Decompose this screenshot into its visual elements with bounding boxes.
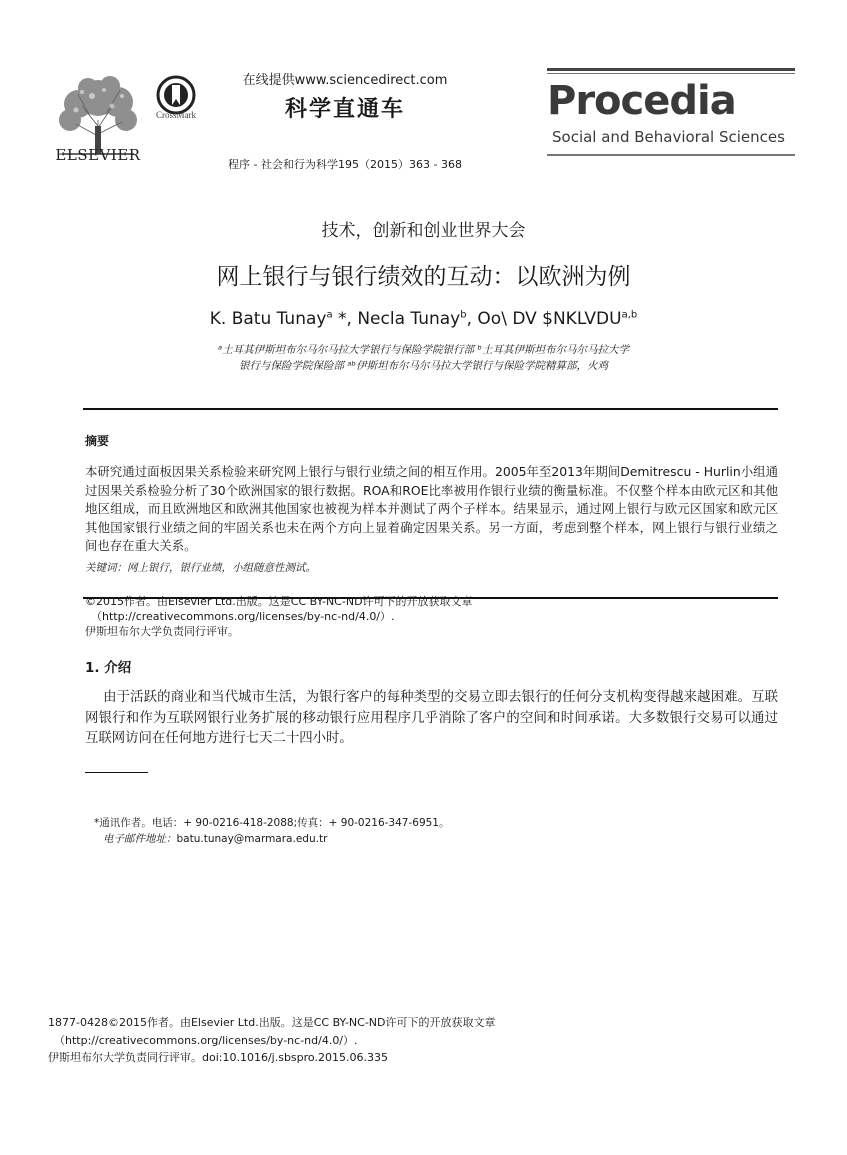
journal-subtitle: Social and Behavioral Sciences — [552, 128, 785, 146]
license-link[interactable]: （http://creativecommons.org/licenses/by-nc-nd/4.0/）. — [91, 610, 395, 623]
elsevier-wordmark: ELSEVIER — [55, 146, 141, 164]
site-name: 科学直通车 — [284, 97, 405, 122]
affiliation-line: 银行与保险学院保险部 ᵃᵇ伊斯坦布尔马尔马拉大学银行与保险学院精算部，火鸡 — [239, 360, 608, 372]
abstract-top-rule — [83, 408, 778, 410]
bottom-license — [48, 1014, 748, 1067]
journal-citation: 程序 - 社会和行为科学195（2015）363 - 368 — [228, 158, 462, 171]
online-availability: 在线提供www.sciencedirect.com — [242, 73, 448, 88]
license-note — [85, 594, 778, 639]
author-name: Oo\ DV $NKLVDU — [477, 309, 622, 329]
affiliation-line: ᵃ土耳其伊斯坦布尔马尔马拉大学银行与保险学院银行部 ᵇ土耳其伊斯坦布尔马尔马拉大学 — [218, 344, 629, 356]
email-label: 电子邮件地址： — [103, 833, 177, 845]
conference-name: 技术，创新和创业世界大会 — [321, 221, 526, 241]
license-link[interactable]: （http://creativecommons.org/licenses/by-nc-nd/4.0/）. — [54, 1033, 358, 1047]
abstract-body: 本研究通过面板因果关系检验来研究网上银行与银行业绩之间的相互作用。2005年至2013年期间Demitrescu - Hurlin小组通过因果关系检验分析了30个欧洲国家的银行数据。ROA和ROE比率被用作银行业绩的衡量标准。不仅整个样本由欧元区和其他地区组成，而且欧洲地区和欧洲其他国家也被视为样本并测试了两个子样本。结果显示，通过网上银行与欧元区国家和欧元区其他国家银行业绩之间的牢固关系也未在两个方向上显着确定因果关系。另一方面，考虑到整个样本，网上银行与银行业绩之间也存在重大关系。 — [85, 464, 778, 553]
license-line: ©2015作者。由Elsevier Ltd.出版。这是CC BY-NC-ND许可下的开放获取文章 — [85, 595, 473, 608]
license-line: 伊斯坦布尔大学负责同行评审。 — [85, 625, 239, 638]
doi-line: 伊斯坦布尔大学负责同行评审。doi:10.1016/j.sbspro.2015.06.335 — [48, 1051, 388, 1064]
affiliations — [0, 342, 847, 374]
crossmark-label: CrossMark — [156, 110, 196, 120]
footnote-rule — [85, 772, 148, 773]
corresponding-footnote: *通讯作者。电话：+ 90-0216-418-2088;传真：+ 90-0216-347-6951。 — [94, 817, 450, 829]
intro-paragraph: 由于活跃的商业和当代城市生活，为银行客户的每种类型的交易立即去银行的任何分支机构变得越来越困难。互联网银行和作为互联网银行业务扩展的移动银行应用程序几乎消除了客户的空间和时间承诺。大多数银行交易可以通过互联网访问在任何地方进行七天二十四小时。 — [85, 690, 778, 746]
keywords: 关键词：网上银行，银行业绩，小组随意性测试。 — [85, 562, 316, 574]
corresponding-mark: *, — [332, 309, 358, 329]
abstract-heading: 摘要 — [85, 434, 110, 448]
author-affil-mark: a — [326, 309, 333, 321]
author-affil-mark: b — [460, 309, 467, 321]
author-name: K. Batu Tunay — [209, 309, 327, 329]
author-affil-mark: a,b — [621, 309, 638, 321]
procedia-top-rule — [547, 68, 795, 71]
procedia-logo — [547, 68, 795, 160]
section-heading: 1. 介绍 — [85, 660, 132, 676]
issn-line: 1877-0428©2015作者。由Elsevier Ltd.出版。这是CC BY-NC-ND许可下的开放获取文章 — [48, 1016, 496, 1029]
author-separator: , — [466, 309, 478, 329]
journal-title: Procedia — [547, 78, 736, 124]
email-address[interactable]: batu.tunay@marmara.edu.tr — [176, 833, 328, 845]
email-footnote — [103, 831, 327, 846]
procedia-bottom-rule — [547, 154, 795, 156]
author-name: Necla Tunay — [357, 309, 461, 329]
article-title: 网上银行与银行绩效的互动：以欧洲为例 — [216, 264, 631, 290]
procedia-top-rule-thin — [547, 73, 795, 74]
section-body — [85, 688, 778, 750]
author-list — [0, 309, 847, 329]
